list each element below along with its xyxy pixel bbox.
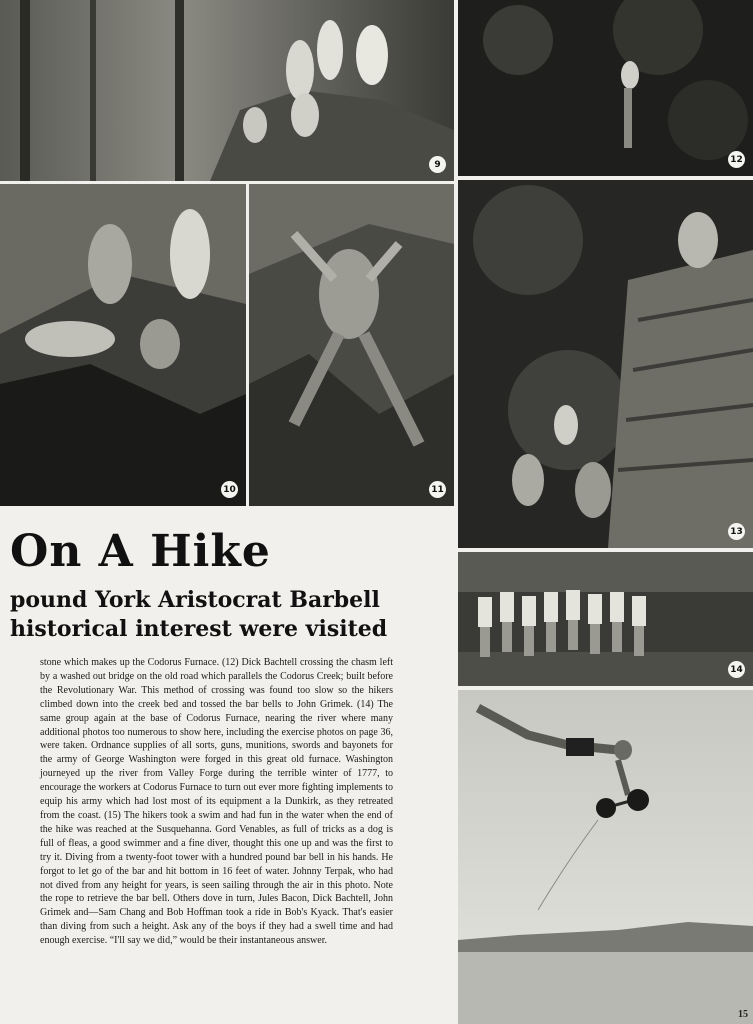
photo-number-13: 13 bbox=[728, 523, 745, 540]
photo-number-10: 10 bbox=[221, 481, 238, 498]
page-number: 15 bbox=[738, 1009, 748, 1020]
photo-11 bbox=[249, 184, 454, 506]
photo-11-image bbox=[249, 184, 454, 506]
photo-12 bbox=[458, 0, 753, 176]
photo-number-9: 9 bbox=[429, 156, 446, 173]
photo-12-image bbox=[458, 0, 753, 176]
article-body: stone which makes up the Codorus Furnace. (12) Dick Bachtell crossing the chasm left by a washed out bridge on the old road which parallels the Codorus Creek; built before the Revolutionary War. This method of crossing was found too slow so the hikers climbed down into the creek bed and tossed the bar bells to John Grimek. (14) The same group again at the base of Codorus Furnace, nearing the river where many additional photos too numerous to show here, including the exercise photos on page 36, were taken. Ordnance supplies of all sorts, guns, munitions, swords and bayonets for the army of George Washington were forged in this great old furnace. Washington journeyed up the river from Valley Forge during the terrible winter of 1777, to encourage the workers at Codorus Furnace to turn out ever more fighting implements to equip his army which had lost most of its equipment a la Dunkirk, as they retreated from the coast. (15) The hikers took a swim and had fun in the water when the end of the hike was reached at the Susquehanna. Gord Venables, as full of tricks as a dog is full of fleas, a good swimmer and a fine diver, thought this one up and was the first to try it. Diving from a twenty-foot tower with a hundred pound bar bell in his hands. He forgot to let go of the bar and hit bottom in 16 feet of water. Johnny Terpak, who had not dived from any height for years, is seen sailing through the air in this photo. Note the rope to retrieve the bar bell. Others dove in turn, Jules Bacon, Dick Bachtell, John Grimek and—Sam Chang and Bob Hoffman took a ride in Bob's Kyack. That's easier than diving from such a height. Ask any of the boys if they had a swell time and had enough exercise. “I'll say we did,” would be their instantaneous answer. bbox=[40, 657, 393, 947]
photo-number-11: 11 bbox=[429, 481, 446, 498]
article-subtitle-line-1: pound York Aristocrat Barbell bbox=[10, 587, 380, 613]
article-title: On A Hike bbox=[10, 526, 271, 577]
photo-9 bbox=[0, 0, 454, 181]
article-subtitle-line-2: historical interest were visited bbox=[10, 616, 388, 642]
photo-15-image bbox=[458, 690, 753, 1024]
photo-10 bbox=[0, 184, 246, 506]
photo-number-14: 14 bbox=[728, 661, 745, 678]
photo-10-image bbox=[0, 184, 246, 506]
photo-13 bbox=[458, 180, 753, 548]
photo-13-image bbox=[458, 180, 753, 548]
photo-number-12: 12 bbox=[728, 151, 745, 168]
photo-9-image bbox=[0, 0, 454, 181]
photo-14-image bbox=[458, 552, 753, 686]
photo-15 bbox=[458, 690, 753, 1024]
photo-14 bbox=[458, 552, 753, 686]
